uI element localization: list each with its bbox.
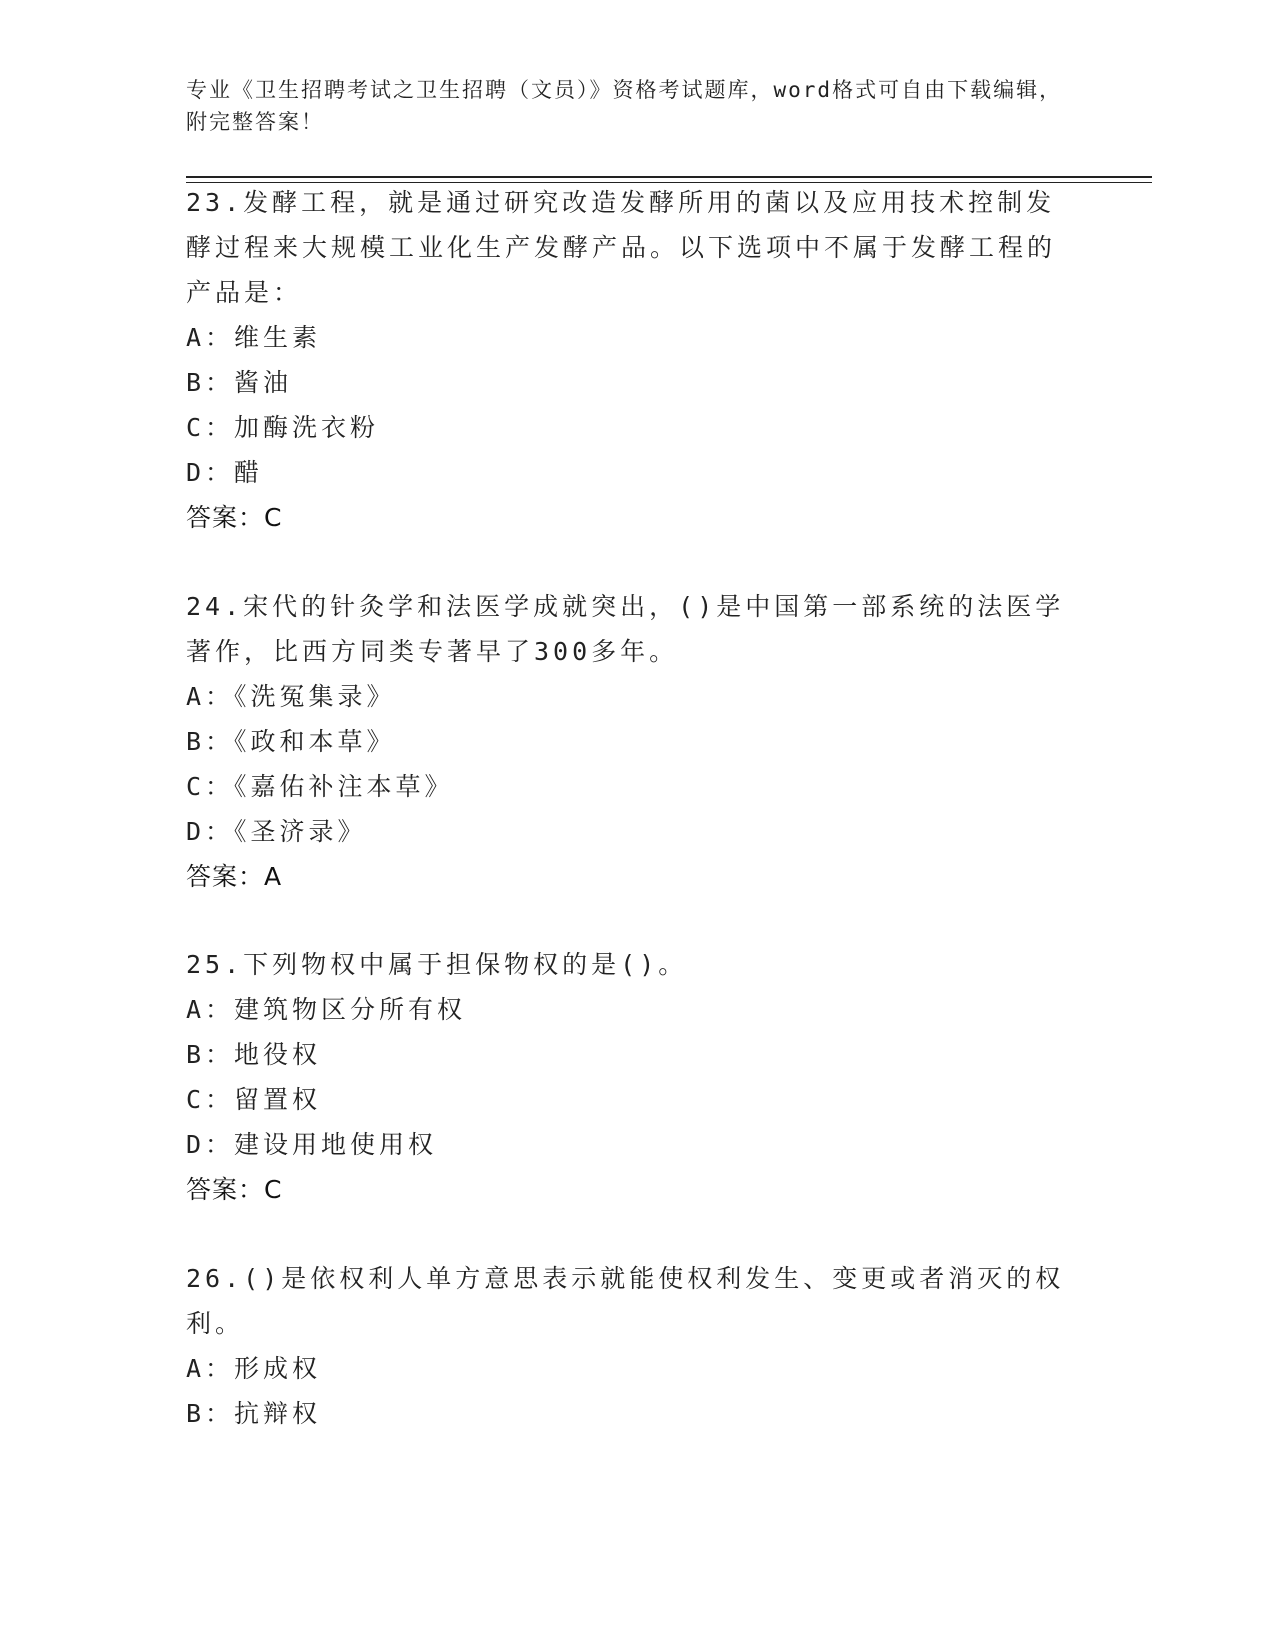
question-stem: 26.()是依权利人单方意思表示就能使权利发生、变更或者消灭的权利。 [186,1264,1065,1338]
option-a: A：形成权 [186,1354,322,1383]
question-stem: 23.发酵工程，就是通过研究改造发酵所用的菌以及应用技术控制发酵过程来大规模工业化生产发酵产品。以下选项中不属于发酵工程的产品是： [186,188,1057,307]
option-c: C：留置权 [186,1085,322,1114]
option-c: C：《嘉佑补注本草》 [186,772,454,801]
question-stem: 25.下列物权中属于担保物权的是()。 [186,950,688,979]
option-c: C：加酶洗衣粉 [186,413,380,442]
option-b: B：地役权 [186,1040,322,1069]
option-a: A：《洗冤集录》 [186,682,396,711]
option-b: B：《政和本草》 [186,727,396,756]
question-26 [186,1256,1066,1436]
option-d: D：建设用地使用权 [186,1130,438,1159]
option-a: A：维生素 [186,323,322,352]
question-stem: 24.宋代的针灸学和法医学成就突出，()是中国第一部系统的法医学著作，比西方同类专著早了300多年。 [186,592,1065,666]
option-d: D：《圣济录》 [186,817,367,846]
header-note: 专业《卫生招聘考试之卫生招聘（文员）》资格考试题库，word格式可自由下载编辑，附完整答案！ [186,78,1063,134]
answer: 答案：C [186,503,283,532]
header-divider [186,176,1152,178]
option-d: D：醋 [186,458,264,487]
answer: 答案：A [186,862,283,891]
question-23 [186,180,1066,540]
question-25 [186,942,1066,1212]
option-b: B：酱油 [186,368,293,397]
answer: 答案：C [186,1175,283,1204]
option-a: A：建筑物区分所有权 [186,995,467,1024]
question-24 [186,584,1066,899]
option-b: B：抗辩权 [186,1399,322,1428]
